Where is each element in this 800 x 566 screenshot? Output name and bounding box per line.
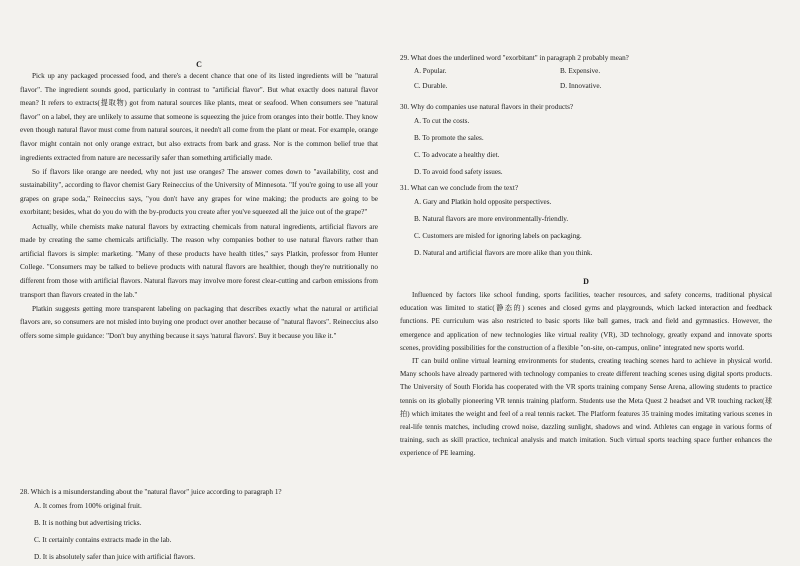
question-30-option-c: C. To advocate a healthy diet. bbox=[414, 151, 500, 159]
question-29-stem: 29. What does the underlined word "exorbitant" in paragraph 2 probably mean? bbox=[400, 54, 629, 62]
passage-d-title: D bbox=[583, 277, 589, 286]
question-28-stem: 28. Which is a misunderstanding about the "natural flavor" juice according to paragraph 1? bbox=[20, 488, 282, 496]
passage-d-paragraph-2: IT can build online virtual learning environments for students, creating teaching scenes hard to achieve in physical world. Many schools have already partnered with technology companies to create different teaching scenes using digital sports products. The University of South Florida has cooperated with the VR sports training company Sense Arena, allowing students to practice tennis on its globally pioneering VR tennis training platform. Students use the Meta Quest 2 headset and VR touching racket(球拍) which imitates the weight and feel of a real tennis racket. The Platform features 35 training modes imitating various scenes in real-life tennis matches, including crowd noise, dazzling sunlight, shadows and wind. Athletes can engage in various forms of training, such as skill practice, technical analysis and match imitation. Such virtual sports teaching space further enhances the experience of PE learning. bbox=[400, 357, 772, 458]
question-28-option-a: A. It comes from 100% original fruit. bbox=[34, 502, 142, 510]
question-29-option-a: A. Popular. bbox=[414, 67, 447, 75]
passage-c-paragraph-3: Actually, while chemists make natural flavors by extracting chemicals from natural ingredients, artificial flavors are made by creating the same chemicals artificially. The reason why companies bother to use natural flavors rather than artificial flavors is simple: marketing. "Many of these products have health titles," says Platkin, professor from Hunter College. "Consumers may be talked to believe products with natural flavors are healthier, though they're nutritionally no different from those with artificial flavors. Natural flavors may involve more forest clear-cutting and carbon emissions from transport than flavors created in the lab." bbox=[20, 222, 378, 299]
question-30-option-d: D. To avoid food safety issues. bbox=[414, 168, 503, 176]
passage-c-title: C bbox=[196, 60, 202, 69]
passage-c-paragraph-2: So if flavors like orange are needed, why not just use oranges? The answer comes down to "availability, cost and sustainability", according to flavor chemist Gary Reineccius of the University of Minnesota. "If you're going to use all your grapes on grape soda," Reineccius says, "you don't have any grapes for wine making; the products are going to be exorbitant; besides, what do you do with the by-products you create after you've squeezed all the juice out of the grape?" bbox=[20, 167, 378, 217]
passage-c-paragraph-4: Platkin suggests getting more transparent labeling on packaging that describes exactly what the natural or artificial flavors are, so consumers are not misled into buying one product over another because of "natural flavors". Reineccius also offers some simple guidance: "Don't buy anything because it says 'natural flavors'. Buy it because you like it." bbox=[20, 304, 378, 340]
question-31-option-c: C. Customers are misled for ignoring labels on packaging. bbox=[414, 232, 582, 240]
passage-c-paragraph-1: Pick up any packaged processed food, and there's a decent chance that one of its listed ingredients will be "natural flavor". The ingredient sounds good, particularly in contrast to "artificial flavor". But what exactly does natural flavor mean? It refers to extracts(提取物) got from natural sources like plants, meat or seafood. When consumers see "natural flavor" on a label, they are unlikely to assume that someone is squeezing the juice from oranges into their bottle. They know even though natural flavor must come from natural sources, it needn't all come from the plant or meat. For example, orange flavor might contain not only orange extract, but also extracts from bark and grass. Nor is the common belief true that ingredients extracted from nature are necessarily safer than something artificially made. bbox=[20, 72, 378, 162]
question-30-stem: 30. Why do companies use natural flavors in their products? bbox=[400, 103, 574, 111]
passage-d-paragraph-1: Influenced by factors like school funding, sports facilities, teacher resources, and safety concerns, traditional physical education was limited to static(静态的) scenes and closed gyms and playgrounds, which lacked interaction and feedback functions. PE curriculum was also restricted to basic sports like ball games, track and field and gymnastics. However, the emergence and application of new technologies like virtual reality (VR), 3D technology, greatly expand and innovate sports scenes, providing possibilities for the construction of a flexible "on-site, on-campus, online" integrated new sports world. bbox=[400, 291, 772, 352]
question-31-stem: 31. What can we conclude from the text? bbox=[400, 184, 519, 192]
question-30-option-b: B. To promote the sales. bbox=[414, 134, 484, 142]
question-30 bbox=[400, 101, 772, 181]
question-28-option-b: B. It is nothing but advertising tricks. bbox=[34, 519, 142, 527]
question-29-option-b: B. Expensive. bbox=[560, 67, 601, 75]
question-29-option-d: D. Innovative. bbox=[560, 82, 602, 90]
question-29-options bbox=[400, 64, 772, 94]
question-28-option-c: C. It certainly contains extracts made in the lab. bbox=[34, 536, 172, 544]
question-29-option-c: C. Durable. bbox=[414, 82, 448, 90]
question-28 bbox=[20, 486, 378, 566]
question-30-option-a: A. To cut the costs. bbox=[414, 117, 470, 125]
question-31-option-a: A. Gary and Platkin hold opposite perspectives. bbox=[414, 198, 552, 206]
question-31-option-b: B. Natural flavors are more environmentally-friendly. bbox=[414, 215, 569, 223]
passage-d bbox=[400, 289, 772, 461]
question-29 bbox=[400, 52, 772, 94]
question-28-option-d: D. It is absolutely safer than juice with artificial flavors. bbox=[34, 553, 196, 561]
question-31 bbox=[400, 182, 772, 262]
question-31-option-d: D. Natural and artificial flavors are more alike than you think. bbox=[414, 249, 593, 257]
passage-c bbox=[20, 70, 378, 344]
